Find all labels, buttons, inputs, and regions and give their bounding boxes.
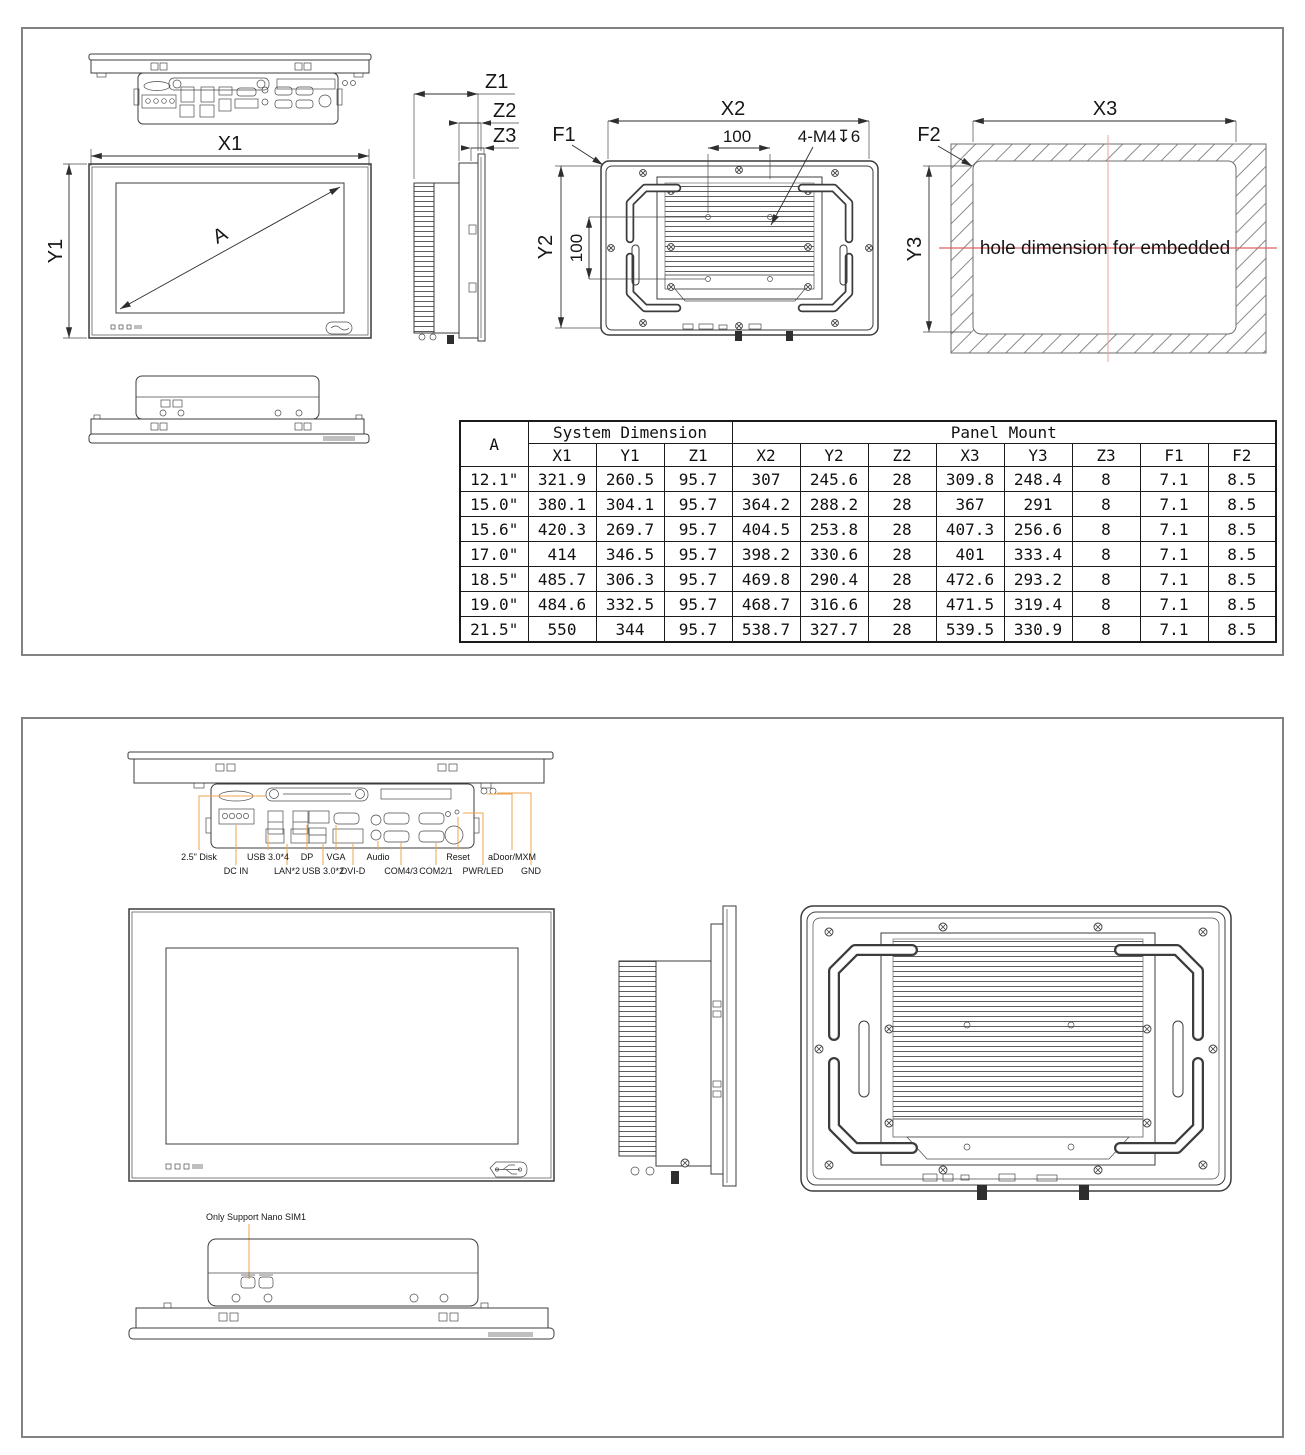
td: 8 bbox=[1072, 567, 1140, 592]
brand-logo bbox=[326, 322, 352, 334]
col-header: Y1 bbox=[596, 444, 664, 467]
td: 95.7 bbox=[664, 567, 732, 592]
io-label-com43: COM4/3 bbox=[384, 866, 418, 876]
dimension-drawing-sheet bbox=[21, 27, 1284, 656]
td: 8 bbox=[1072, 492, 1140, 517]
td: 8.5 bbox=[1208, 467, 1276, 492]
td: 28 bbox=[868, 517, 936, 542]
io-label-gnd: GND bbox=[521, 866, 541, 876]
td: 19.0" bbox=[460, 592, 528, 617]
td: 15.6" bbox=[460, 517, 528, 542]
io-label-audio: Audio bbox=[366, 852, 390, 862]
usb-logo bbox=[490, 1162, 527, 1177]
table-sub-header-row bbox=[460, 444, 1276, 467]
td: 319.4 bbox=[1004, 592, 1072, 617]
td: 8 bbox=[1072, 467, 1140, 492]
col-header: X3 bbox=[936, 444, 1004, 467]
table-row bbox=[460, 617, 1276, 643]
td: 330.6 bbox=[800, 542, 868, 567]
io-label-usb4: USB 3.0*4 bbox=[246, 852, 290, 862]
col-header: X2 bbox=[732, 444, 800, 467]
td: 15.0" bbox=[460, 492, 528, 517]
td: 484.6 bbox=[528, 592, 596, 617]
td: 18.5" bbox=[460, 567, 528, 592]
col-header: Z2 bbox=[868, 444, 936, 467]
io-label-usb2: USB 3.0*2 bbox=[301, 866, 345, 876]
td: 538.7 bbox=[732, 617, 800, 643]
td: 293.2 bbox=[1004, 567, 1072, 592]
io-label-vga: VGA bbox=[326, 852, 346, 862]
front-indicator-leds bbox=[166, 1164, 203, 1169]
td: 550 bbox=[528, 617, 596, 643]
td: 290.4 bbox=[800, 567, 868, 592]
td: 471.5 bbox=[936, 592, 1004, 617]
td: 404.5 bbox=[732, 517, 800, 542]
io-label-disk: 2.5" Disk bbox=[181, 852, 217, 862]
col-header-a: A bbox=[460, 421, 528, 467]
td: 28 bbox=[868, 542, 936, 567]
td: 8.5 bbox=[1208, 517, 1276, 542]
io-bottom-view bbox=[129, 1212, 554, 1339]
td: 380.1 bbox=[528, 492, 596, 517]
dim-label-f2: F2 bbox=[917, 124, 941, 146]
table-row bbox=[460, 492, 1276, 517]
td: 485.7 bbox=[528, 567, 596, 592]
td: 7.1 bbox=[1140, 467, 1208, 492]
td: 28 bbox=[868, 592, 936, 617]
td: 95.7 bbox=[664, 517, 732, 542]
td: 17.0" bbox=[460, 542, 528, 567]
dim-label-x3: X3 bbox=[1092, 98, 1118, 120]
td: 8.5 bbox=[1208, 542, 1276, 567]
io-drawing-canvas bbox=[23, 719, 1282, 1436]
io-label-pwrled: PWR/LED bbox=[462, 866, 504, 876]
td: 321.9 bbox=[528, 467, 596, 492]
sim-slots bbox=[241, 1275, 273, 1288]
io-drawing-sheet bbox=[21, 717, 1284, 1438]
io-top-view bbox=[128, 752, 553, 876]
col-header: Y3 bbox=[1004, 444, 1072, 467]
bottom-view bbox=[89, 376, 369, 443]
side-view bbox=[414, 71, 519, 344]
td: 245.6 bbox=[800, 467, 868, 492]
table-row bbox=[460, 592, 1276, 617]
td: 8.5 bbox=[1208, 617, 1276, 643]
td: 95.7 bbox=[664, 467, 732, 492]
td: 7.1 bbox=[1140, 542, 1208, 567]
col-header: X1 bbox=[528, 444, 596, 467]
td: 344 bbox=[596, 617, 664, 643]
table-row bbox=[460, 567, 1276, 592]
td: 469.8 bbox=[732, 567, 800, 592]
front-view bbox=[45, 133, 371, 338]
io-label-dp: DP bbox=[300, 852, 314, 862]
top-view bbox=[89, 54, 371, 124]
table-group-header-row bbox=[460, 421, 1276, 444]
col-header: Z1 bbox=[664, 444, 732, 467]
td: 21.5" bbox=[460, 617, 528, 643]
dim-label-thread: 4-M4↧6 bbox=[797, 127, 861, 146]
td: 414 bbox=[528, 542, 596, 567]
td: 7.1 bbox=[1140, 567, 1208, 592]
dim-label-x1: X1 bbox=[217, 133, 243, 155]
io-labels bbox=[181, 852, 541, 876]
td: 95.7 bbox=[664, 592, 732, 617]
td: 304.1 bbox=[596, 492, 664, 517]
dimension-table bbox=[459, 420, 1277, 643]
td: 8 bbox=[1072, 542, 1140, 567]
td: 253.8 bbox=[800, 517, 868, 542]
td: 333.4 bbox=[1004, 542, 1072, 567]
td: 472.6 bbox=[936, 567, 1004, 592]
dim-label-y3: Y3 bbox=[904, 236, 926, 262]
td: 8.5 bbox=[1208, 592, 1276, 617]
io-label-dvid: DVI-D bbox=[340, 866, 366, 876]
table-row bbox=[460, 517, 1276, 542]
table-row bbox=[460, 542, 1276, 567]
td: 269.7 bbox=[596, 517, 664, 542]
table-row bbox=[460, 467, 1276, 492]
sim-note: Only Support Nano SIM1 bbox=[206, 1212, 307, 1222]
td: 95.7 bbox=[664, 492, 732, 517]
hole-note: hole dimension for embedded bbox=[979, 238, 1231, 259]
rear-view bbox=[535, 98, 878, 341]
td: 256.6 bbox=[1004, 517, 1072, 542]
dim-label-x2: X2 bbox=[720, 98, 746, 120]
td: 28 bbox=[868, 467, 936, 492]
td: 346.5 bbox=[596, 542, 664, 567]
td: 291 bbox=[1004, 492, 1072, 517]
dim-label-vesa-v: 100 bbox=[567, 233, 586, 263]
td: 7.1 bbox=[1140, 517, 1208, 542]
td: 28 bbox=[868, 492, 936, 517]
col-header: Y2 bbox=[800, 444, 868, 467]
td: 12.1" bbox=[460, 467, 528, 492]
io-label-reset: Reset bbox=[446, 852, 470, 862]
td: 401 bbox=[936, 542, 1004, 567]
td: 8.5 bbox=[1208, 492, 1276, 517]
td: 309.8 bbox=[936, 467, 1004, 492]
io-label-lan: LAN*2 bbox=[273, 866, 301, 876]
dim-label-diagonal: A bbox=[209, 222, 232, 249]
td: 307 bbox=[732, 467, 800, 492]
td: 95.7 bbox=[664, 542, 732, 567]
dim-label-f1: F1 bbox=[552, 124, 576, 146]
td: 248.4 bbox=[1004, 467, 1072, 492]
group-header-panel: Panel Mount bbox=[732, 421, 1276, 444]
td: 8 bbox=[1072, 592, 1140, 617]
front-indicator-leds bbox=[111, 325, 142, 329]
td: 8 bbox=[1072, 517, 1140, 542]
col-header: Z3 bbox=[1072, 444, 1140, 467]
td: 420.3 bbox=[528, 517, 596, 542]
td: 330.9 bbox=[1004, 617, 1072, 643]
td: 364.2 bbox=[732, 492, 800, 517]
td: 332.5 bbox=[596, 592, 664, 617]
td: 327.7 bbox=[800, 617, 868, 643]
td: 95.7 bbox=[664, 617, 732, 643]
dim-label-y1: Y1 bbox=[45, 238, 67, 264]
io-side-view bbox=[619, 906, 736, 1186]
dim-label-vesa-h: 100 bbox=[722, 127, 752, 146]
td: 367 bbox=[936, 492, 1004, 517]
td: 407.3 bbox=[936, 517, 1004, 542]
td: 306.3 bbox=[596, 567, 664, 592]
io-label-adoor: aDoor/MXM bbox=[487, 852, 537, 862]
io-front-view bbox=[129, 909, 554, 1181]
col-header: F1 bbox=[1140, 444, 1208, 467]
td: 316.6 bbox=[800, 592, 868, 617]
td: 539.5 bbox=[936, 617, 1004, 643]
dim-label-z2: Z2 bbox=[493, 100, 517, 122]
io-rear-view bbox=[801, 906, 1231, 1200]
group-header-system: System Dimension bbox=[528, 421, 732, 444]
io-label-com21: COM2/1 bbox=[419, 866, 453, 876]
td: 28 bbox=[868, 617, 936, 643]
td: 260.5 bbox=[596, 467, 664, 492]
td: 288.2 bbox=[800, 492, 868, 517]
dim-label-z1: Z1 bbox=[485, 71, 509, 93]
col-header: F2 bbox=[1208, 444, 1276, 467]
dim-label-z3: Z3 bbox=[493, 125, 517, 147]
io-label-dcin: DC IN bbox=[223, 866, 249, 876]
td: 468.7 bbox=[732, 592, 800, 617]
td: 7.1 bbox=[1140, 492, 1208, 517]
td: 8 bbox=[1072, 617, 1140, 643]
td: 7.1 bbox=[1140, 617, 1208, 643]
dim-label-y2: Y2 bbox=[535, 234, 557, 260]
td: 398.2 bbox=[732, 542, 800, 567]
td: 8.5 bbox=[1208, 567, 1276, 592]
hole-cutout-view bbox=[904, 98, 1277, 362]
td: 7.1 bbox=[1140, 592, 1208, 617]
td: 28 bbox=[868, 567, 936, 592]
